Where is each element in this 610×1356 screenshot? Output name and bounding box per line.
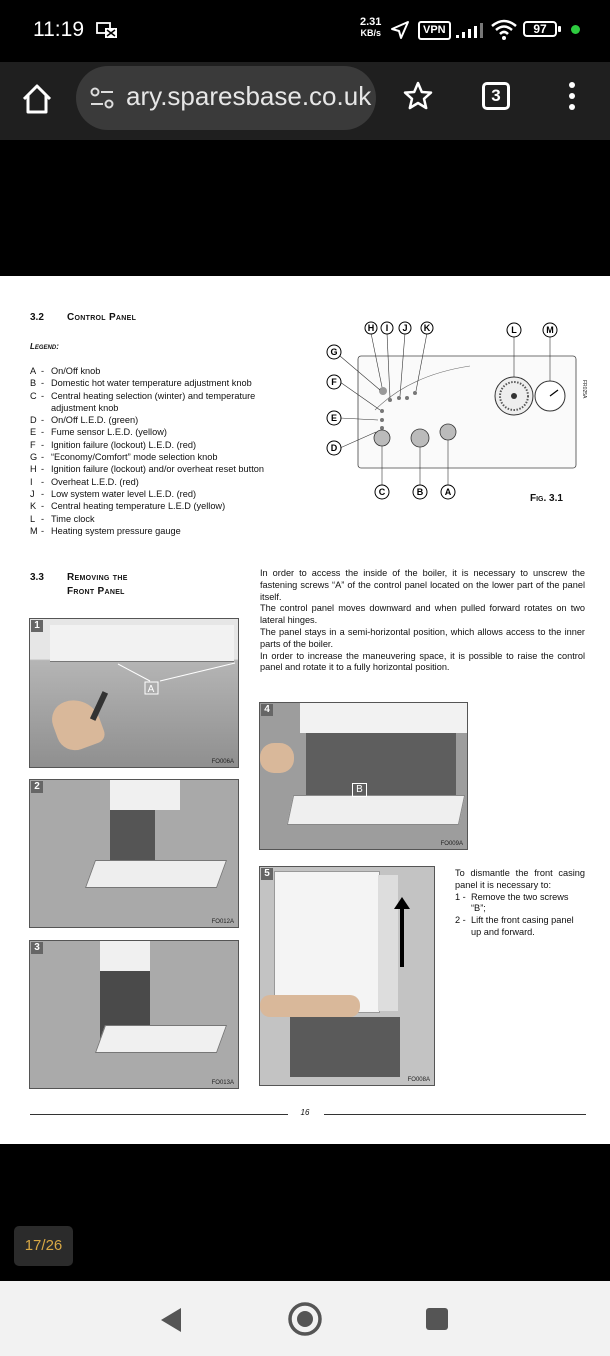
photo-5 bbox=[259, 866, 435, 1086]
fig-label-g: G bbox=[330, 347, 338, 357]
fig-label-m: M bbox=[546, 325, 554, 335]
time-clock-dial bbox=[495, 377, 533, 415]
legend-item: E - Fume sensor L.E.D. (yellow) bbox=[30, 427, 167, 438]
tab-switcher-button[interactable]: 3 bbox=[482, 82, 510, 110]
boiler-interior-shape bbox=[306, 733, 456, 803]
net-speed-value: 2.31 bbox=[360, 16, 382, 28]
open-panel-shape bbox=[287, 795, 465, 825]
boiler-shape bbox=[300, 703, 467, 733]
net-speed-unit: KB/s bbox=[360, 28, 381, 38]
boiler-shape bbox=[100, 941, 150, 971]
status-time: 11:19 bbox=[33, 18, 84, 41]
legend-item: C - Central heating selection (winter) and temperature adjustment knob bbox=[30, 390, 256, 413]
address-bar[interactable] bbox=[76, 66, 376, 130]
fig-label-c: C bbox=[378, 487, 386, 497]
page-indicator: 17/26 bbox=[14, 1226, 73, 1266]
privacy-dot bbox=[571, 25, 580, 34]
photo-number: 3 bbox=[31, 942, 43, 954]
notification-icon bbox=[96, 22, 118, 39]
bookmark-star-icon[interactable] bbox=[402, 80, 434, 112]
legend-title: Legend: bbox=[30, 342, 59, 351]
photo-code: FO012A bbox=[211, 919, 234, 925]
legend-item: F - Ignition failure (lockout) L.E.D. (red) bbox=[30, 439, 197, 450]
figure-caption: Fig. 3.1 bbox=[530, 493, 563, 504]
callout-a: A bbox=[147, 684, 155, 695]
legend-list bbox=[30, 365, 300, 537]
net-speed bbox=[360, 17, 381, 39]
dismantle-step: 2 - Lift the front casing panel up and forward. bbox=[455, 915, 574, 937]
section-number: 3.2 bbox=[30, 312, 44, 323]
dismantle-instructions bbox=[455, 868, 585, 939]
fig-label-f: F bbox=[331, 377, 337, 387]
section-title: Control Panel bbox=[67, 312, 137, 323]
photo-1 bbox=[29, 618, 239, 768]
legend-item: A - On/Off knob bbox=[30, 366, 101, 376]
dismantle-intro: To dismantle the front casing panel it is necessary to: bbox=[455, 868, 585, 890]
location-icon bbox=[390, 20, 410, 40]
vpn-badge: VPN bbox=[418, 21, 451, 40]
legend-item: G - “Economy/Comfort” mode selection knob bbox=[30, 452, 218, 463]
site-settings-icon[interactable] bbox=[89, 86, 115, 110]
fig-label-l: L bbox=[511, 325, 517, 335]
fig-label-k: K bbox=[423, 323, 431, 333]
fig-label-b: B bbox=[416, 487, 424, 497]
back-icon[interactable] bbox=[158, 1306, 184, 1334]
on-off-knob bbox=[440, 424, 456, 440]
home-icon[interactable] bbox=[20, 82, 54, 116]
paragraph: The panel stays in a semi-horizontal position, which allows access to the inner parts of the boiler. bbox=[260, 626, 585, 649]
photo-code: FO009A bbox=[440, 841, 463, 847]
paragraph: The control panel moves downward and when pulled forward rotates on two lateral hinges. bbox=[260, 603, 585, 626]
dismantle-step: 1 - Remove the two screws “B”; bbox=[455, 891, 569, 914]
battery-indicator: 97 bbox=[523, 21, 557, 37]
open-panel-shape bbox=[85, 860, 227, 888]
photo-number: 2 bbox=[31, 781, 43, 793]
callout-arrows bbox=[30, 619, 238, 767]
browser-toolbar bbox=[0, 62, 610, 140]
fig-label-h: H bbox=[367, 323, 375, 333]
legend-item: L - Time clock bbox=[30, 513, 95, 524]
fig-label-a: A bbox=[444, 487, 452, 497]
fig-label-i: I bbox=[385, 323, 389, 333]
open-panel-shape bbox=[95, 1025, 227, 1053]
legend-item: D - On/Off L.E.D. (green) bbox=[30, 415, 139, 426]
overflow-menu-icon[interactable] bbox=[565, 80, 579, 112]
boiler-shape bbox=[110, 780, 180, 810]
photo-number: 5 bbox=[261, 868, 273, 880]
paragraph: In order to increase the maneuvering space, it is possible to raise the control panel and rotate it to a fully horizontal position. bbox=[260, 650, 585, 673]
paragraph: In order to access the inside of the boiler, it is necessary to unscrew the fastening screws “A” of the control panel located on the lower part of the panel itself. bbox=[260, 568, 585, 602]
legend-item: M - Heating system pressure gauge bbox=[30, 525, 181, 536]
instructions-text bbox=[260, 568, 585, 674]
legend-item: I - Overheat L.E.D. (red) bbox=[30, 476, 139, 487]
boiler-interior-shape bbox=[290, 1017, 400, 1077]
legend-item: J - Low system water level L.E.D. (red) bbox=[30, 488, 197, 499]
legend-item: H - Ignition failure (lockout) and/or overheat reset button bbox=[30, 464, 264, 475]
photo-3 bbox=[29, 940, 239, 1089]
photo-4 bbox=[259, 702, 468, 850]
callout-b: B bbox=[352, 783, 367, 797]
section-number: 3.3 bbox=[30, 572, 44, 583]
fig-label-d: D bbox=[330, 443, 338, 453]
wifi-icon bbox=[491, 19, 517, 40]
up-arrow-icon bbox=[392, 895, 412, 969]
pdf-page bbox=[0, 276, 610, 1144]
battery-tip bbox=[558, 26, 561, 32]
photo-number: 4 bbox=[261, 704, 273, 716]
control-panel-diagram bbox=[320, 320, 590, 512]
photo-code: FO013A bbox=[211, 1080, 234, 1086]
fig-label-j: J bbox=[402, 323, 408, 333]
figure-code: FR025A bbox=[581, 380, 587, 399]
photo-number: 1 bbox=[31, 620, 43, 632]
recents-icon[interactable] bbox=[425, 1307, 449, 1331]
pressure-gauge bbox=[535, 381, 565, 411]
section-title-line1: Removing the bbox=[67, 572, 128, 583]
signal-icon bbox=[456, 22, 484, 39]
url-text[interactable]: ary.sparesbase.co.uk bbox=[126, 81, 372, 111]
mode-selection-knob bbox=[379, 387, 387, 395]
front-casing-shape bbox=[274, 871, 380, 1013]
page-number: 16 bbox=[300, 1108, 310, 1117]
heating-knob bbox=[374, 430, 390, 446]
hot-water-knob bbox=[411, 429, 429, 447]
legend-item: K - Central heating temperature L.E.D (yellow) bbox=[30, 501, 226, 512]
section-title-line2: Front Panel bbox=[67, 586, 125, 597]
hand-shape bbox=[260, 995, 360, 1017]
photo-code: FO006A bbox=[211, 759, 234, 765]
system-nav-bar bbox=[0, 1281, 610, 1356]
fig-label-e: E bbox=[330, 413, 338, 423]
photo-2 bbox=[29, 779, 239, 928]
photo-code: FO008A bbox=[407, 1077, 430, 1083]
status-bar bbox=[0, 0, 610, 62]
legend-item: B - Domestic hot water temperature adjustment knob bbox=[30, 378, 252, 389]
home-nav-icon[interactable] bbox=[287, 1301, 323, 1337]
hand-shape bbox=[260, 743, 294, 773]
